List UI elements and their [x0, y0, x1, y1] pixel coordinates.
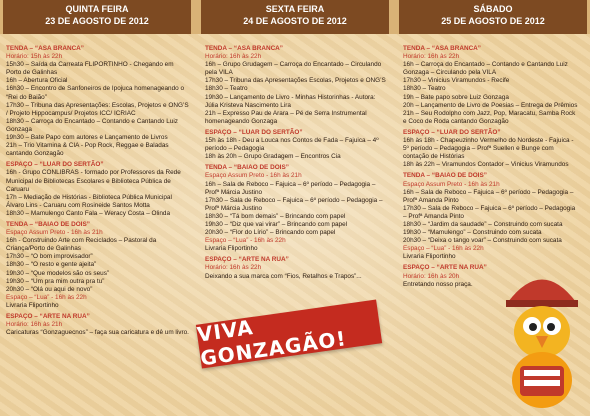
schedule-item: Caricaturas “Gonzaguecnos” – faça sua caricatura e dê um livro.	[6, 329, 189, 337]
schedule-item: 16h – Sala de Reboco – Fajuica – 6º período – Pedagogia – Profª Márcia Justino	[205, 180, 376, 196]
day-name: QUINTA FEIRA	[65, 4, 129, 14]
schedule-item: 20h30 – “Olá ou aqui de novo”	[6, 285, 93, 293]
schedule-item: 17h30 – Sala de Reboco – Fajuica – 6º período – Pedagogia – Profª Márcia Justino	[205, 196, 383, 212]
viva-gonzagao-banner	[196, 300, 382, 369]
section-time: Espaço – “Lua” - 16h às 22h	[6, 293, 87, 301]
schedule-item: 19h – Bate papo sobre Luiz Gonzaga	[403, 93, 509, 101]
schedule-item: 16h – Sala de Reboco – Fajuica – 6º período – Pedagogia – Profª Amanda Pinto	[403, 188, 574, 204]
section-heading: ESPAÇO – “ARTE NA RUA”	[205, 256, 289, 264]
schedule-item: 16h30 – Encontro de Sanfoneiros de Ipojuca homenageando o “Rei do Baião”	[6, 85, 185, 101]
section-heading: ESPAÇO – “ARTE NA RUA”	[6, 313, 90, 320]
schedule-item: 17h30 – Sala de Reboco – Fajuica – 6º período – Pedagogia – Profª Amanda Pinto	[403, 204, 576, 220]
schedule-item: 21h – Seu Rodolpho com Jazz, Pop, Maracatu, Samba Rock e Coco de Roda cantando Gonzagão	[403, 109, 576, 125]
schedule-item: 17h30 – Vinicius Viramundos - Recife	[403, 77, 510, 85]
schedule-item: 16h às 18h - Chapeuzinho Vermelho do Nordeste - Fajuica - 5º período – Pedagogia – Profª Suellen e Bunge com contação de Histórias	[403, 137, 574, 161]
schedule-item: 21h – Expresso Pau de Arara – Pé de Serra Instrumental homenageando Gonzaga	[205, 109, 367, 125]
section-heading: ESPAÇO – “LUAR DO SERTÃO”	[403, 128, 501, 136]
schedule-column-thursday	[6, 42, 190, 337]
section-time: Espaço Assum Preto - 16h às 21h	[6, 229, 103, 237]
schedule-item: 18h30 – Teatro	[205, 85, 248, 93]
schedule-item: 17h30 – Tribuna das Apresentações: Escolas, Projetos e ONG’S / Projeto Hippocampus/ Projetos ICC/ ICRIAC	[6, 101, 189, 117]
day-name: SEXTA FEIRA	[265, 4, 325, 14]
schedule-item: Livraria Fliportinho	[6, 301, 59, 309]
day-header-friday	[201, 0, 389, 34]
schedule-item: 19h30 – “Um pra mim outra pra tu”	[6, 277, 105, 285]
schedule-item: 20h30 – “Flor do Lírio” – Brincando com papel	[205, 229, 336, 237]
schedule-item: 15h às 18h - Deu a Louca nos Contos de Fada – Fajuica – 4º período – Pedagogia	[205, 137, 379, 153]
schedule-column-saturday	[403, 42, 579, 289]
schedule-item: 15h30 – Saída da Carreata FLIPORTINHO - Chegando em Porto de Galinhas	[6, 61, 174, 77]
section-time: Horário: 16h às 21h	[6, 321, 63, 329]
section-time: Horário: 16h às 20h	[403, 272, 460, 280]
schedule-item: Entretando nosso praça.	[403, 280, 473, 288]
section-time: Espaço Assum Preto - 16h às 21h	[205, 172, 302, 180]
section-time: Horário: 16h às 22h	[403, 53, 460, 61]
schedule-item: 17h30 – “O bom improvisador”	[6, 253, 93, 261]
section-heading: ESPAÇO – “LUAR DO SERTÃO”	[6, 161, 104, 169]
section-heading: TENDA – “BAIAO DE DOIS”	[205, 164, 289, 172]
schedule-item: 18h30 – “Jardim da saudade” – Construindo com sucata	[403, 220, 563, 228]
section-heading: TENDA – “BAIAO DE DOIS”	[6, 220, 90, 228]
day-date: 25 DE AGOSTO DE 2012	[441, 16, 545, 26]
day-name: SÁBADO	[473, 4, 513, 14]
section-heading: TENDA – “ASA BRANCA”	[403, 45, 481, 52]
day-header-thursday	[3, 0, 191, 34]
schedule-item: 19h30 – “Diz que vai virar” – Brincando com papel	[205, 220, 348, 228]
schedule-item: 20h30 – “Deixa o tango voar” – Construindo com sucata	[403, 237, 562, 245]
schedule-item: 19h30 – “Mamulengo” – Construindo com sucata	[403, 229, 542, 237]
schedule-item: 21h – Trio Vitamina & CIA - Pop Rock, Reggae e Baladas cantando Gonzagão	[6, 142, 169, 158]
section-heading: TENDA – “BAIAO DE DOIS”	[403, 172, 487, 180]
schedule-item: Deixando a sua marca com “Fios, Retalhos e Trapos”...	[205, 272, 362, 280]
schedule-item: 16h – Carroça do Encantado – Contando e Cantando Luiz Gonzaga – Circulando pela VILA	[403, 61, 568, 77]
section-time: Horário: 16h às 22h	[205, 264, 262, 272]
section-heading: ESPAÇO – “LUAR DO SERTÃO”	[205, 128, 303, 136]
schedule-item: 16h – Abertura Oficial	[6, 77, 68, 85]
banner-text: VIVA GONZAGÃO!	[195, 315, 348, 371]
section-time: Horário: 16h às 22h	[205, 53, 262, 61]
day-date: 24 DE AGOSTO DE 2012	[243, 16, 347, 26]
schedule-item: 17h30 – Tribuna das Apresentações Escolas, Projetos e ONG’S	[205, 77, 386, 85]
schedule-item: 18h às 22h – Viramundos Contador – Vinicius Viramundos	[403, 161, 569, 169]
schedule-item: 16h - Construindo Arte com Reciclados – Pastoral da Criança/Porto de Galinhas	[6, 237, 157, 253]
schedule-item: 19h30 – Lançamento de Livro - Minhas Historinhas - Autora: Júlia Kristeva Nascimento Lira	[205, 93, 376, 109]
schedule-item: 20h – Lançamento de Livro de Poesias – Entrega de Prêmios	[403, 101, 578, 109]
schedule-item: 18h30 – Teatro	[403, 85, 446, 93]
schedule-item: Livraria Fliportinho	[403, 253, 456, 261]
schedule-item: 18h30 – Carroça do Encantado – Contando e Cantando Luiz Gonzaga	[6, 117, 178, 133]
section-time: Espaço – “Lua” - 16h às 22h	[205, 237, 286, 245]
schedule-item: 19h30 – “Que modelos são os seus”	[6, 269, 110, 277]
schedule-item: 16h – Grupo Grudagem – Carroça do Encantado – Circulando pela VILA	[205, 61, 382, 77]
section-time: Espaço – “Lua” - 16h às 22h	[403, 245, 484, 253]
section-heading: TENDA – “ASA BRANCA”	[205, 45, 283, 52]
section-heading: ESPAÇO – “ARTE NA RUA”	[403, 264, 487, 272]
day-header-saturday	[399, 0, 587, 34]
schedule-item: Livraria Fliportinho	[205, 245, 258, 253]
section-time: Espaço Assum Preto - 16h às 21h	[403, 180, 500, 188]
schedule-item: 16h - Grupo CONLIBRAS - formado por Professores da Rede Municipal de Bibliotecas Escolares e Biblioteca Pública de Caruaru	[6, 169, 181, 193]
schedule-item: 17h – Mediação de Histórias - Biblioteca Pública Municipal Álvaro Lins - Caruaru com Rosineide Santos Motta	[6, 193, 172, 209]
schedule-item: 18h30 – “O resto e gente ajeita”	[6, 261, 97, 269]
section-heading: TENDA – “ASA BRANCA”	[6, 45, 84, 52]
schedule-item: 18h30 – Mamulengo Canto Fala – Weracy Costa – Olinda	[6, 209, 171, 217]
schedule-item: 18h às 20h – Grupo Gradagem – Encontros Cia	[205, 153, 341, 161]
schedule-item: 19h30 – Bate Papo com autores e Lançamento de Livros	[6, 134, 168, 142]
mascot-bird-icon	[498, 262, 586, 412]
day-date: 23 DE AGOSTO DE 2012	[45, 16, 149, 26]
schedule-column-friday	[205, 42, 387, 281]
section-time: Horário: 15h às 22h	[6, 53, 63, 61]
schedule-item: 18h30 – “Tá bom demais” – Brincando com papel	[205, 212, 346, 220]
